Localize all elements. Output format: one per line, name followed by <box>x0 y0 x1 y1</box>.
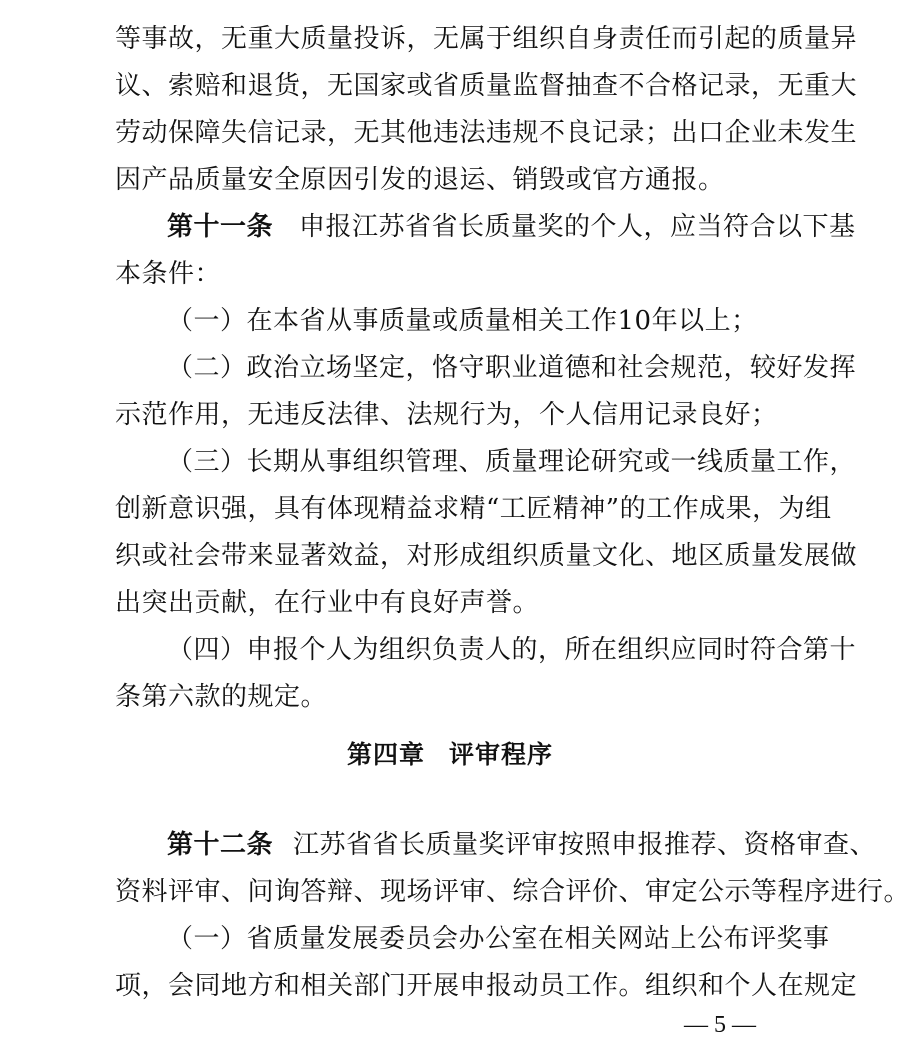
article-11-item-3-cont: 创新意识强，具有体现精益求精“工匠精神”的工作成果，为组 <box>115 494 832 524</box>
article-12-label: 第十二条 <box>167 830 274 860</box>
article-11-label: 第十一条 <box>167 212 274 242</box>
chapter-title: 评审程序 <box>449 740 554 769</box>
page-number: — 5 — <box>684 1012 756 1038</box>
article-12-line-2: 资料评审、问询答辩、现场评审、综合评价、审定公示等程序进行。 <box>115 877 910 907</box>
paragraph-line: 劳动保障失信记录，无其他违法违规不良记录；出口企业未发生 <box>115 118 858 148</box>
chapter-heading <box>0 740 900 770</box>
article-11-line-2: 本条件： <box>115 259 222 289</box>
article-11-item-2: （二）政治立场坚定，恪守职业道德和社会规范，较好发挥 <box>167 353 857 383</box>
article-11-item-4: （四）申报个人为组织负责人的，所在组织应同时符合第十 <box>167 635 857 665</box>
article-11-item-3: （三）长期从事组织管理、质量理论研究或一线质量工作， <box>167 447 857 477</box>
article-12-item-1-cont: 项，会同地方和相关部门开展申报动员工作。组织和个人在规定 <box>115 971 858 1001</box>
article-12-text: 江苏省省长质量奖评审按照申报推荐、资格审查、 <box>293 830 877 860</box>
article-11-item-1: （一）在本省从事质量或质量相关工作10年以上； <box>167 306 758 336</box>
paragraph-line: 议、索赔和退货，无国家或省质量监督抽查不合格记录，无重大 <box>115 71 858 101</box>
article-11-item-4-cont: 条第六款的规定。 <box>115 682 328 712</box>
chapter-number: 第四章 <box>346 740 425 769</box>
article-11-item-3-cont: 出突出贡献，在行业中有良好声誉。 <box>115 588 540 618</box>
article-11-item-2-cont: 示范作用，无违反法律、法规行为，个人信用记录良好； <box>115 400 778 430</box>
paragraph-line: 等事故，无重大质量投诉，无属于组织自身责任而引起的质量异 <box>115 24 858 54</box>
paragraph-line: 因产品质量安全原因引发的退运、销毁或官方通报。 <box>115 165 725 195</box>
article-11-line <box>167 212 856 242</box>
article-12-item-1: （一）省质量发展委员会办公室在相关网站上公布评奖事 <box>167 924 830 954</box>
article-11-text: 申报江苏省省长质量奖的个人，应当符合以下基 <box>299 212 856 242</box>
article-12-line <box>167 830 877 860</box>
article-11-item-3-cont: 织或社会带来显著效益，对形成组织质量文化、地区质量发展做 <box>115 541 858 571</box>
